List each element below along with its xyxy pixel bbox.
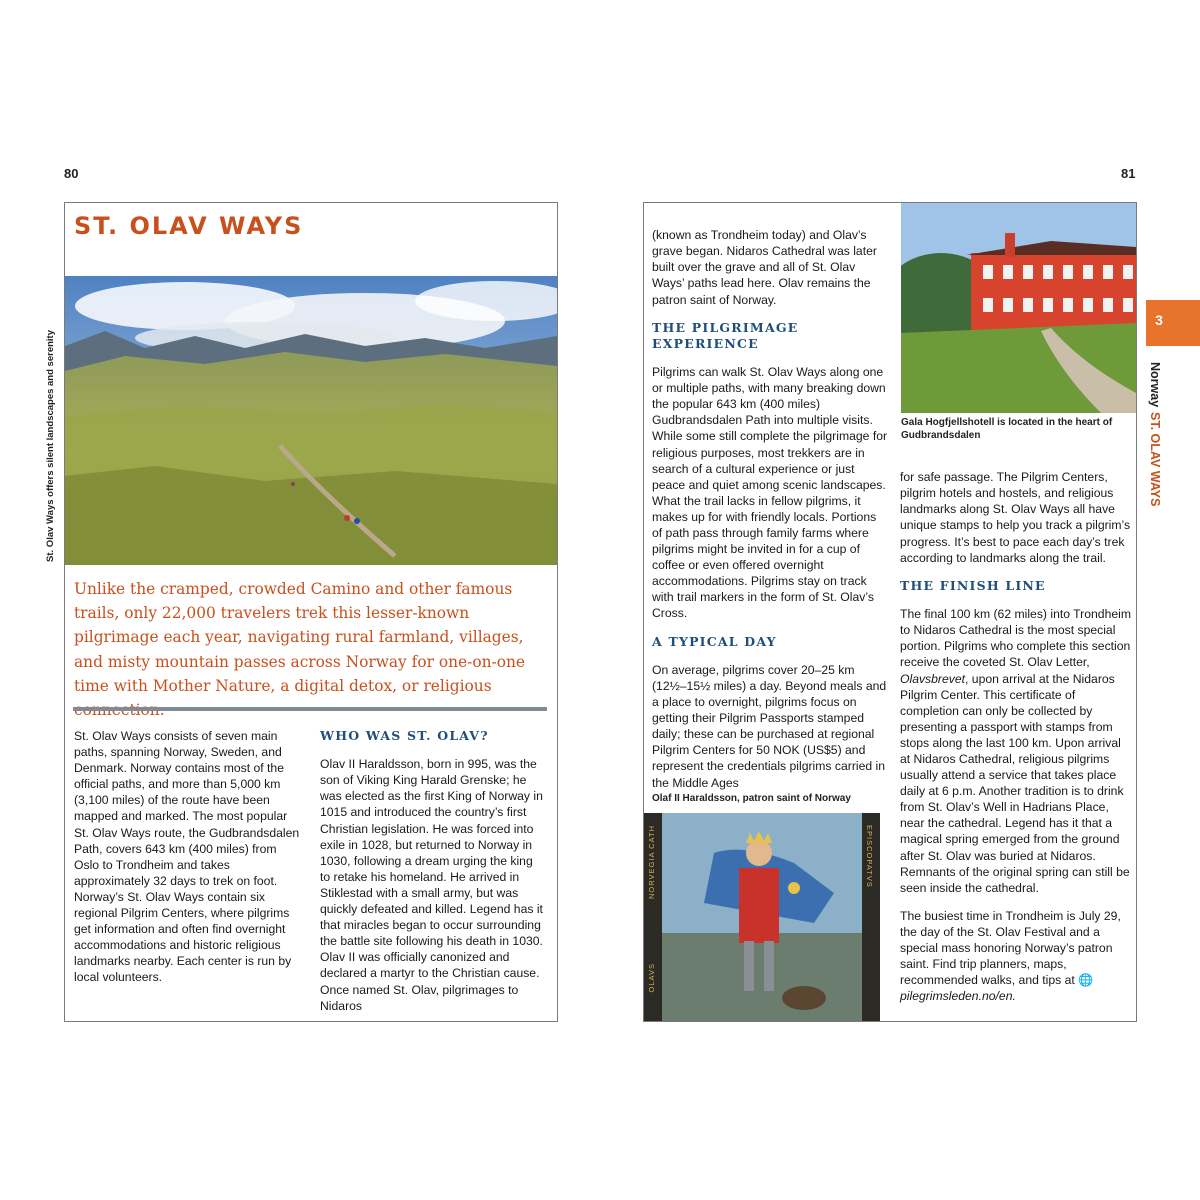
photo-caption: St. Olav Ways offers silent landscapes and serenity [45, 330, 56, 562]
who-was-st-olav-text: Olav II Haraldsson, born in 995, was the son of Viking King Harald Grenske; he was elected as the first King of Norway in 1015 and introduced the country’s first Christian legislation. He was forced into exile in 1028, but returned to Norway in 1030, following a dream urging the king to retake his homeland. He arrived in Stiklestad with a small army, but was quickly defeated and killed. Legend has it that miracles began to occur surrounding the battle site following his death in 1030. Olav II was officially canonized and declared a martyr to the Christian cause. Once named St. Olav, pilgrimages to Nidaros [320, 757, 543, 1013]
globe-icon: 🌐 [1078, 973, 1094, 988]
hotel-photo [901, 203, 1136, 413]
heading-typical-day: A TYPICAL DAY [652, 633, 777, 649]
landscape-photo [65, 276, 557, 565]
painting-inscription-right: EPISCOPATVS [865, 825, 874, 888]
painting-inscription-bottom: OLAVS [647, 963, 656, 993]
heading-who-was-st-olav: WHO WAS ST. OLAV? [320, 728, 489, 743]
divider-rule [73, 707, 547, 711]
heading-finish-line: THE FINISH LINE [900, 577, 1046, 593]
left-column-text: St. Olav Ways consists of seven main paths, spanning Norway, Sweden, and Denmark. Norway contains most of the official paths, and more than 5,000 km (3,100 miles) of the route have been mapped and marked. The most popular St. Olav Ways route, the Gudbrandsdalen Path, covers 643 km (400 miles) from Oslo to Trondheim and takes approximately 32 days to trek on foot. Norway’s St. Olav Ways contain six regional Pilgrim Centers, where pilgrims get information and often find overnight accommodations and historic religious landmarks nearby. Each center is run by local volunteers. [74, 729, 300, 985]
side-label-topic: ST. OLAV WAYS [1148, 412, 1162, 507]
typical-day-text: On average, pilgrims cover 20–25 km (12½–15½ miles) a day. Beyond meals and a place to overnight, pilgrims focus on getting their Pilgrim Passports stamped daily; these can be purchased at regional Pilgrim Centers for 50 NOK (US$5) and represent the credentials pilgrims carried in the Middle Ages [652, 662, 887, 790]
website-link[interactable]: pilegrimsleden.no/en. [900, 989, 1016, 1004]
heading-pilgrimage-experience: THE PILGRIMAGE EXPERIENCE [652, 319, 799, 351]
finish-line-text: The final 100 km (62 miles) into Trondheim to Nidaros Cathedral is the most special portion. Pilgrims who complete this section receive the coveted St. Olav Letter, Olavsbrevet, upon arrival at the Nidaros Pilgrim Center. This certificate of completion can only be collected by presenting a passport with stamps from stops along the last 100 km. Upon arrival at Nidaros Cathedral, religious pilgrims usually attend a service that takes place daily at 6 p.m. Another tradition is to drink from St. Olav’s Well in Hadrians Place, near the cathedral. Legend has it that a magical spring emerged from the ground after St. Olav was buried at Nidaros. Remnants of the original spring can still be seen inside the cathedral. [900, 607, 1131, 895]
who-was-st-olav-section [320, 728, 546, 1026]
right-column-1 [652, 215, 888, 803]
painting-inscription-left: NORVEGIA CATH [647, 825, 656, 899]
intro-paragraph: Unlike the cramped, crowded Camino and other famous trails, only 22,000 travelers trek this lesser-known pilgrimage each year, navigating rural farmland, villages, and misty mountain passes across Norway for one-on-one time with Mother Nature, a digital detox, or religious [74, 580, 526, 695]
chapter-tab[interactable] [1146, 300, 1200, 346]
busiest-time-text: The busiest time in Trondheim is July 29, the day of the St. Olav Festival and a special mass honoring Norway’s patron saint. Find trip planners, maps, recommended walks, and tips at 🌐 pilegrimsleden.no/en. [900, 909, 1121, 1004]
side-label-country: Norway [1148, 362, 1162, 408]
olav-grave-text: (known as Trondheim today) and Olav’s grave began. Nidaros Cathedral was later built over the grave and all of St. Olav Ways’ paths lead here. Olav remains the patron saint of Norway. [652, 228, 877, 307]
olavsbrevet-term: Olavsbrevet [900, 671, 966, 686]
saint-olav-painting [644, 813, 880, 1021]
left-page-frame [45, 202, 558, 1022]
pilgrimage-text: Pilgrims can walk St. Olav Ways along one or multiple paths, with many breaking down the popular 643 km (400 miles) Gudbrandsdalen Path into multiple visits. While some still complete the pilgrimage for religious purposes, most trekkers are in search of a cultural experience or just peace and quiet among scenic landscapes. What the trail lacks in fellow pilgrims, it makes up for with friendly locals. Portions of path pass through family farms where pilgrims might be invited in for a cup of coffee or even offered overnight accommodations. Pilgrims stay on track with trail markers in the form of St. Olav’s Cross. [652, 365, 888, 621]
hotel-caption: Gala Hogfjellshotell is located in the heart of Gudbrandsdalen [901, 417, 1113, 441]
section-title: ST. OLAV WAYS [74, 212, 304, 240]
chapter-number: 3 [1155, 312, 1163, 328]
safe-passage-text: for safe passage. The Pilgrim Centers, pilgrim hotels and hostels, and religious landmarks along St. Olav Ways all have unique stamps to help you track a pilgrim’s progress. It’s best to pace each day’s trek according to landmarks along the trail. [900, 470, 1131, 565]
right-page-frame [643, 202, 1137, 1022]
painting-caption: Olaf II Haraldsson, patron saint of Norway [652, 793, 851, 804]
page-number-left: 80 [64, 166, 79, 181]
right-column-2 [900, 457, 1132, 1017]
page-number-right: 81 [1121, 166, 1136, 181]
